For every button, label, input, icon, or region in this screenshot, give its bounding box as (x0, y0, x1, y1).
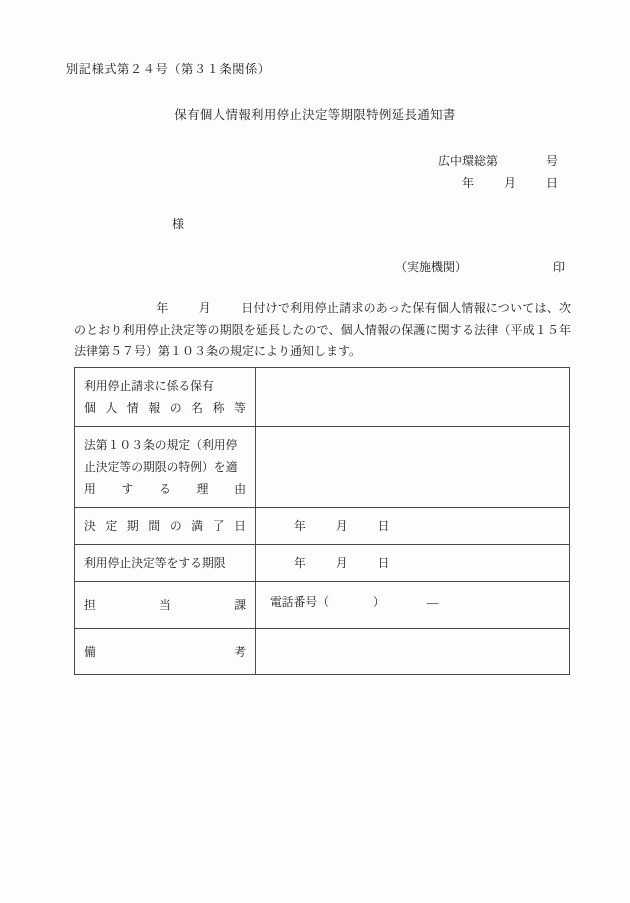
issue-date-year: 年 (462, 176, 475, 190)
label-line: 利用停止請求に係る保有 (84, 379, 214, 393)
document-number-block (310, 150, 570, 194)
row-label-reason-for-extension (75, 427, 256, 508)
body-line3: 第１０３条の規定により通知します。 (158, 344, 362, 358)
row-label-decision-period-expiry (75, 508, 256, 545)
document-number-suffix: 号 (546, 154, 559, 168)
row-label-responsible-division (75, 582, 256, 629)
month-label: 月 (335, 519, 348, 533)
issue-date-month: 月 (504, 176, 517, 190)
row-value-responsible-division[interactable] (256, 582, 570, 629)
seal-mark: 印 (553, 260, 566, 274)
telephone-dash: — (426, 595, 439, 609)
addressee-honorific: 様 (172, 217, 185, 231)
label-line: 法第１０３条の規定（利用停 (84, 438, 238, 452)
issuer-label: （実施機関） (395, 260, 468, 274)
telephone-placeholder (266, 592, 559, 618)
year-label: 年 (294, 556, 306, 570)
year-label: 年 (294, 519, 306, 533)
label-line: 利用停止決定等をする期限 (84, 556, 226, 570)
table-row (75, 582, 570, 629)
day-label: 日 (377, 519, 390, 533)
document-number-line (310, 150, 570, 172)
table-row (75, 545, 570, 582)
table-row (75, 629, 570, 675)
day-label: 日 (377, 556, 390, 570)
document-number-prefix: 広中環総第 (438, 154, 499, 168)
row-value-suspension-decision-deadline[interactable] (256, 545, 570, 582)
label-line-justified: 用 す る 理 由 (84, 482, 246, 496)
issue-date-day: 日 (546, 176, 559, 190)
label-line-justified: 担 当 課 (84, 598, 246, 612)
page-title: 保有個人情報利用停止決定等期限特例延長通知書 (174, 108, 456, 122)
row-value-reason-for-extension[interactable] (256, 427, 570, 508)
body-paragraph (74, 298, 571, 363)
row-label-retained-info-name (75, 368, 256, 427)
body-line1: 日付けで利用停止請求のあった保有個人情報については、次のとおり利 (74, 301, 571, 337)
issuer-line (395, 258, 565, 275)
body-month: 月 (198, 301, 211, 315)
row-value-retained-info-name[interactable] (256, 368, 570, 427)
table-row (75, 427, 570, 508)
row-value-decision-period-expiry[interactable] (256, 508, 570, 545)
body-line2: 用停止決定等の期限を延長したので、個人情報の保護に関する法律（平成１５年法律第５７号） (74, 322, 571, 358)
date-placeholder (266, 556, 389, 570)
table-row (75, 508, 570, 545)
row-label-remarks (75, 629, 256, 675)
telephone-paren-close: ） (373, 595, 385, 609)
row-value-remarks[interactable] (256, 629, 570, 675)
date-placeholder (266, 519, 389, 533)
body-year: 年 (156, 301, 169, 315)
table-row (75, 368, 570, 427)
issue-date-line (310, 172, 570, 194)
form-number: 別記様式第２４号（第３１条関係） (66, 62, 271, 76)
label-line-justified: 備 考 (84, 644, 246, 659)
label-line: 止決定等の期限の特例）を適 (84, 460, 238, 474)
label-line-justified: 決 定 期 間 の 満 了 日 (84, 519, 246, 533)
label-line-justified: 個 人 情 報 の 名 称 等 (84, 401, 246, 415)
month-label: 月 (335, 556, 348, 570)
form-table (74, 367, 570, 675)
telephone-label: 電話番号（ (270, 595, 329, 609)
row-label-suspension-decision-deadline (75, 545, 256, 582)
